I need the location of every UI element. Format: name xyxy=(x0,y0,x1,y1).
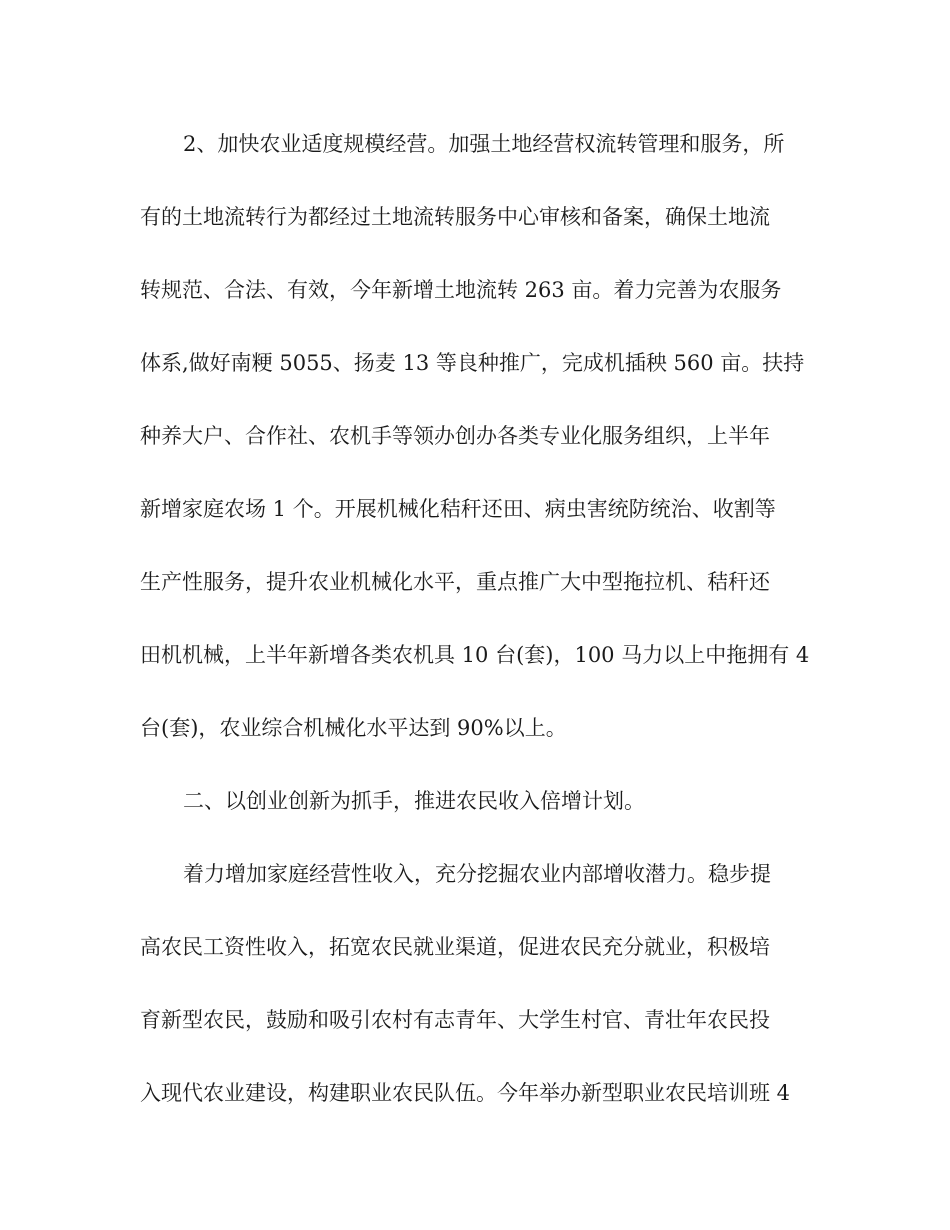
text-line-5: 种养大户、合作社、农机手等领办创办各类专业化服务组织，上半年 xyxy=(140,424,770,448)
text-line-13: 育新型农民，鼓励和吸引农村有志青年、大学生村官、青壮年农民投 xyxy=(140,1008,770,1032)
text-line-4: 体系,做好南粳 5055、扬麦 13 等良种推广，完成机插秧 560 亩。扶持 xyxy=(140,351,805,375)
text-line-8: 田机机械，上半年新增各类农机具 10 台(套)，100 马力以上中拖拥有 4 xyxy=(140,643,810,667)
text-line-6: 新增家庭农场 1 个。开展机械化秸秆还田、病虫害统防统治、收割等 xyxy=(140,497,776,521)
text-line-12: 高农民工资性收入，拓宽农民就业渠道，促进农民充分就业，积极培 xyxy=(140,935,770,959)
section-heading: 二、以创业创新为抓手，推进农民收入倍增计划。 xyxy=(183,789,645,813)
text-line-2: 有的土地流转行为都经过土地流转服务中心审核和备案，确保土地流 xyxy=(140,205,770,229)
text-line-1: 2、加快农业适度规模经营。加强土地经营权流转管理和服务，所 xyxy=(183,132,785,156)
text-line-14: 入现代农业建设，构建职业农民队伍。今年举办新型职业农民培训班 4 xyxy=(140,1081,791,1105)
text-line-11: 着力增加家庭经营性收入，充分挖掘农业内部增收潜力。稳步提 xyxy=(183,862,771,886)
text-line-3: 转规范、合法、有效，今年新增土地流转 263 亩。着力完善为农服务 xyxy=(140,278,782,302)
text-line-9: 台(套)，农业综合机械化水平达到 90%以上。 xyxy=(140,716,567,740)
text-line-7: 生产性服务，提升农业机械化水平，重点推广大中型拖拉机、秸秆还 xyxy=(140,570,770,594)
document-body xyxy=(140,118,820,1140)
